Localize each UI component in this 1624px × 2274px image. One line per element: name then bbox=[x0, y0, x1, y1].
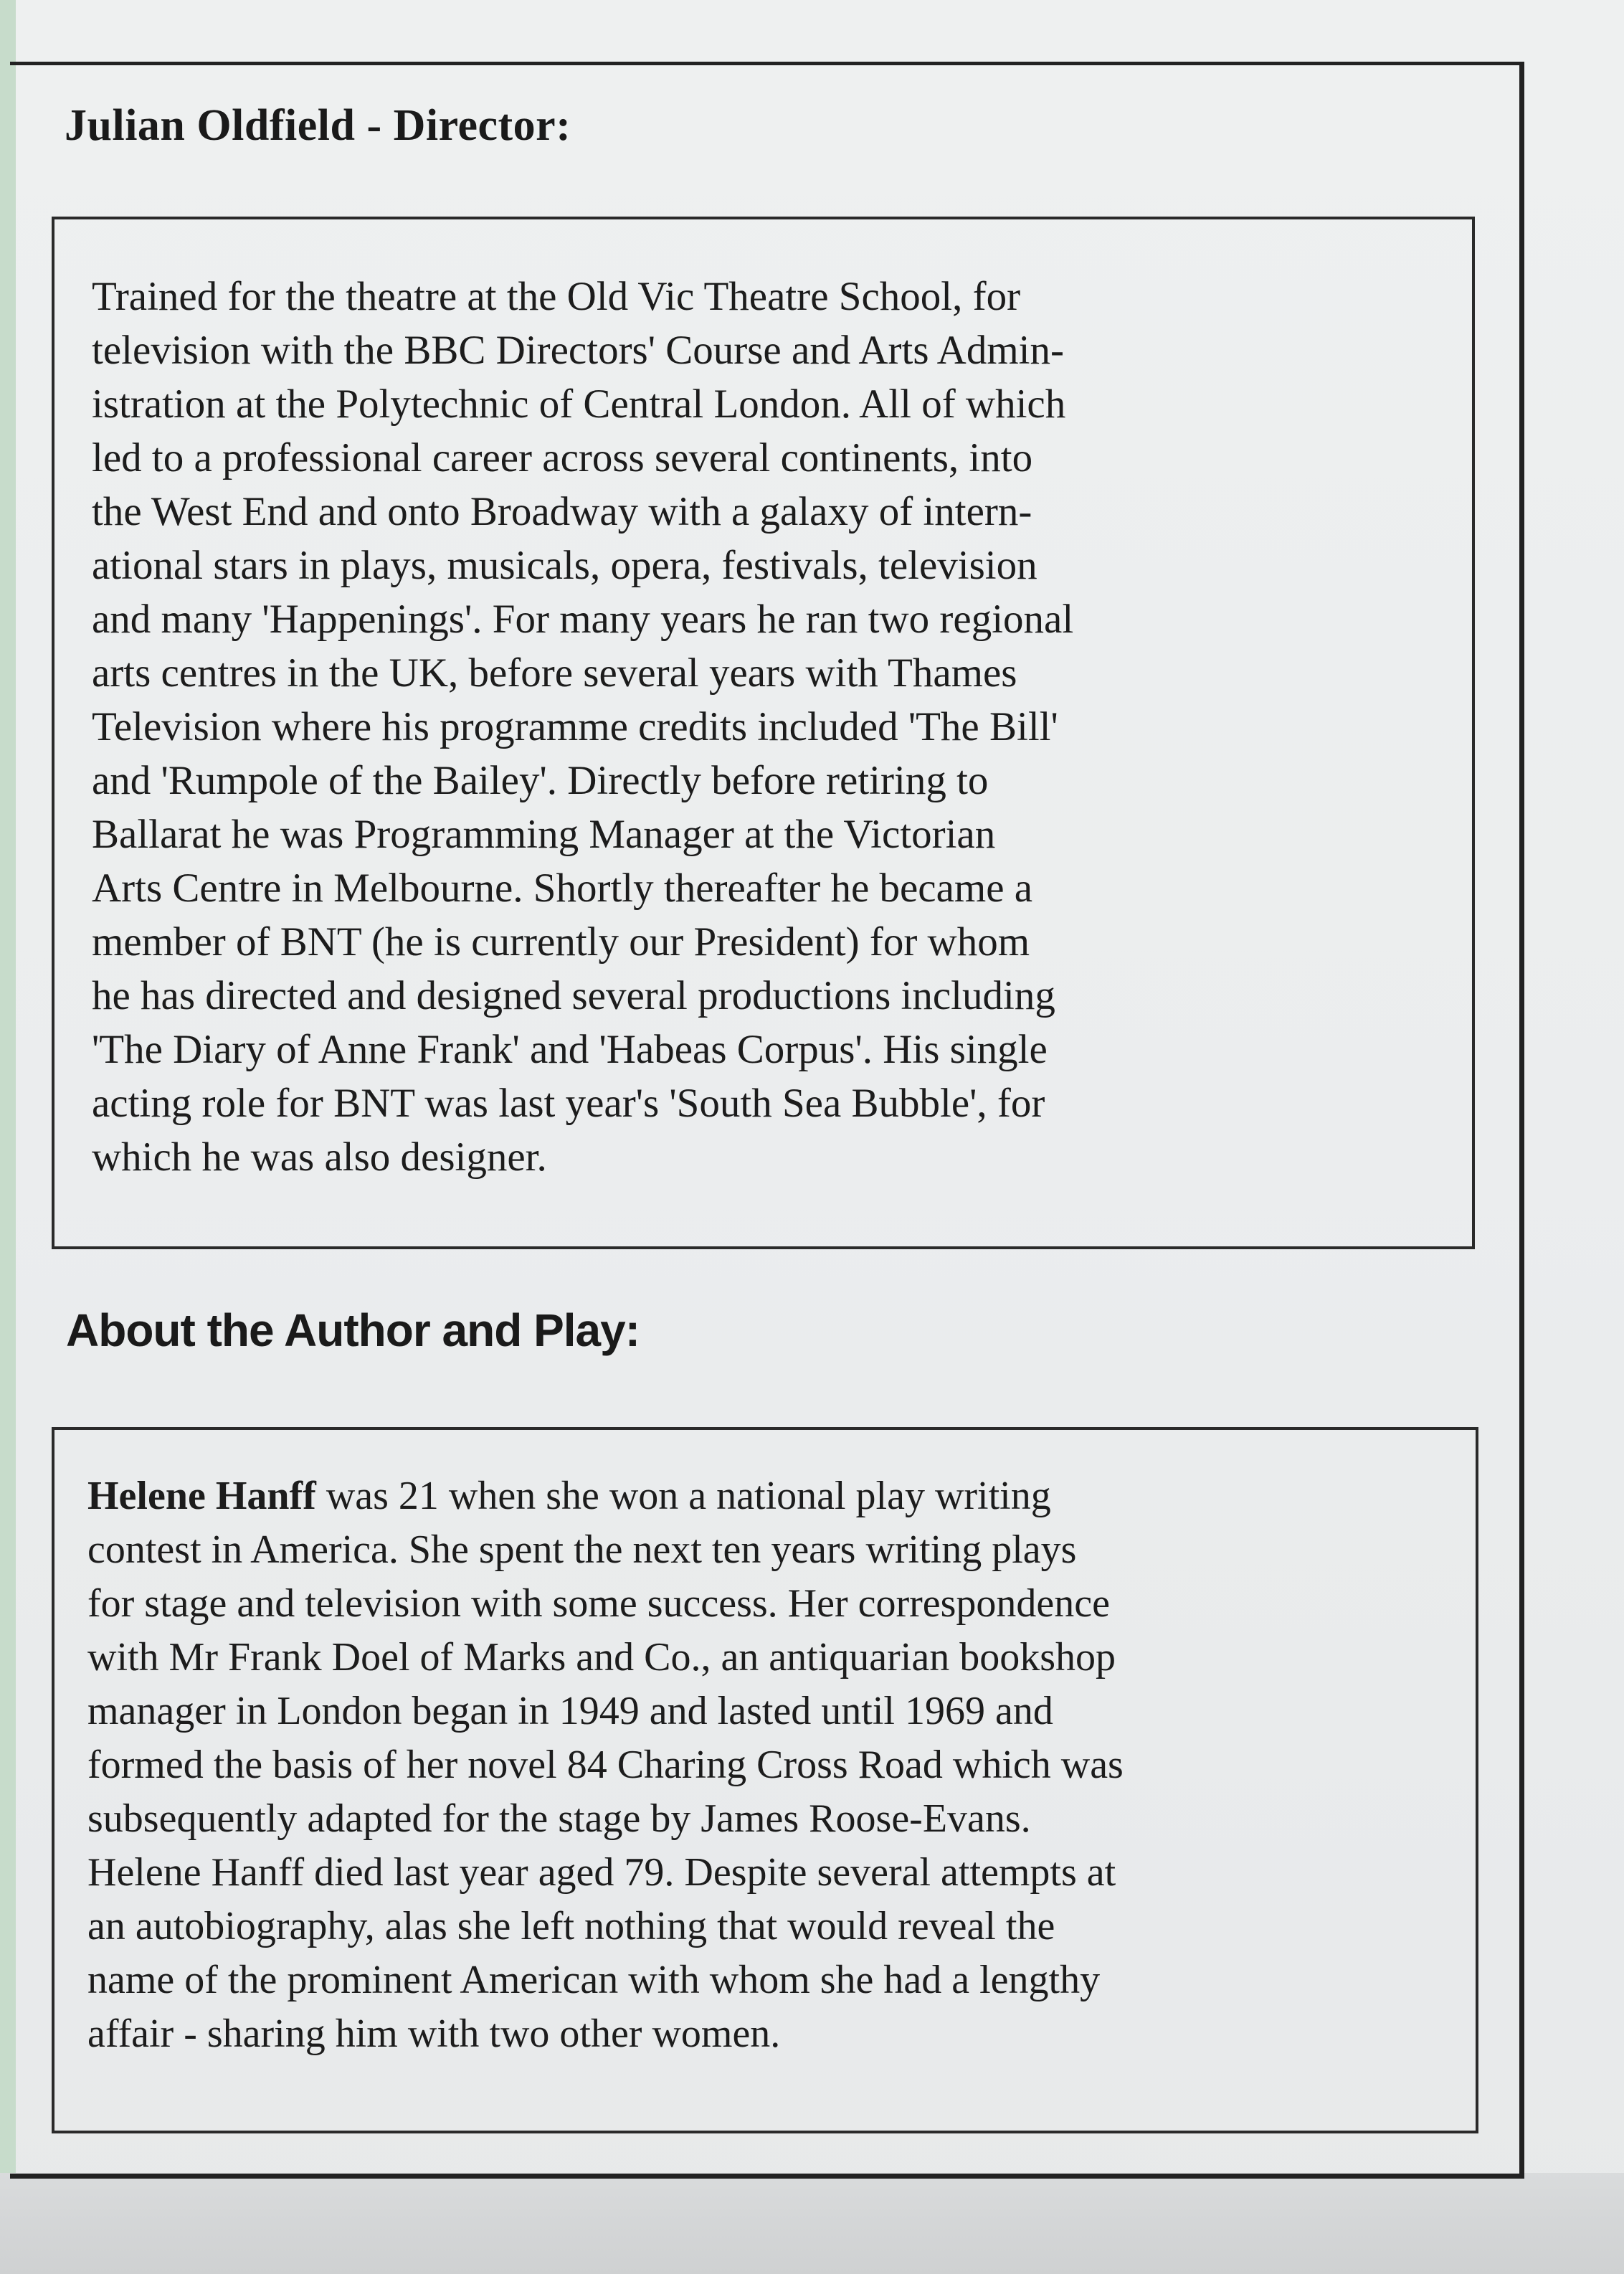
author-bio-first-line bbox=[87, 1473, 1051, 1519]
director-bio-line: ational stars in plays, musicals, opera, festivals, television bbox=[92, 543, 1037, 588]
director-bio-line: and 'Rumpole of the Bailey'. Directly before retiring to bbox=[92, 758, 989, 803]
director-bio-line: Television where his programme credits included 'The Bill' bbox=[92, 704, 1058, 749]
director-bio-line: he has directed and designed several productions including bbox=[92, 973, 1055, 1018]
author-bio-line: subsequently adapted for the stage by James Roose-Evans. bbox=[87, 1796, 1031, 1841]
director-bio-box bbox=[52, 217, 1475, 1249]
director-bio-line: 'The Diary of Anne Frank' and 'Habeas Corpus'. His single bbox=[92, 1027, 1048, 1072]
director-bio-line: which he was also designer. bbox=[92, 1134, 547, 1180]
director-bio-line: Arts Centre in Melbourne. Shortly thereafter he became a bbox=[92, 866, 1033, 911]
author-heading: About the Author and Play: bbox=[66, 1304, 640, 1356]
director-heading: Julian Oldfield - Director: bbox=[65, 101, 571, 150]
author-bio-line: Helene Hanff died last year aged 79. Despite several attempts at bbox=[87, 1850, 1116, 1895]
director-bio-line: Ballarat he was Programming Manager at the Victorian bbox=[92, 812, 996, 857]
author-bio-line: manager in London began in 1949 and lasted until 1969 and bbox=[87, 1689, 1053, 1733]
page-edge-shadow bbox=[0, 2173, 1624, 2274]
author-bio-line: formed the basis of her novel 84 Charing Cross Road which was bbox=[87, 1743, 1124, 1787]
director-bio-line: member of BNT (he is currently our President) for whom bbox=[92, 919, 1030, 965]
author-bio-box bbox=[52, 1427, 1478, 2133]
director-bio-line: Trained for the theatre at the Old Vic Theatre School, for bbox=[92, 274, 1021, 319]
author-bio-line: affair - sharing him with two other women. bbox=[87, 2012, 781, 2056]
author-bio-line: with Mr Frank Doel of Marks and Co., an antiquarian bookshop bbox=[87, 1635, 1116, 1680]
director-bio-line: arts centres in the UK, before several years with Thames bbox=[92, 650, 1017, 696]
author-bio-first-line-text: was 21 when she won a national play writing bbox=[315, 1474, 1051, 1518]
director-bio-line: and many 'Happenings'. For many years he ran two regional bbox=[92, 597, 1074, 642]
director-bio-line: led to a professional career across several continents, into bbox=[92, 435, 1033, 480]
author-bio-line: an autobiography, alas she left nothing that would reveal the bbox=[87, 1904, 1055, 1948]
author-name: Helene Hanff bbox=[87, 1474, 316, 1518]
director-bio-line: acting role for BNT was last year's 'South Sea Bubble', for bbox=[92, 1081, 1045, 1126]
director-bio-line: istration at the Polytechnic of Central London. All of which bbox=[92, 382, 1066, 427]
director-bio-line: television with the BBC Directors' Course and Arts Admin- bbox=[92, 328, 1064, 373]
director-bio-line: the West End and onto Broadway with a galaxy of intern- bbox=[92, 489, 1032, 534]
author-bio-line: contest in America. She spent the next ten years writing plays bbox=[87, 1527, 1077, 1572]
author-bio-line: for stage and television with some success. Her correspondence bbox=[87, 1581, 1110, 1626]
author-bio-line: name of the prominent American with whom she had a lengthy bbox=[87, 1958, 1101, 2002]
